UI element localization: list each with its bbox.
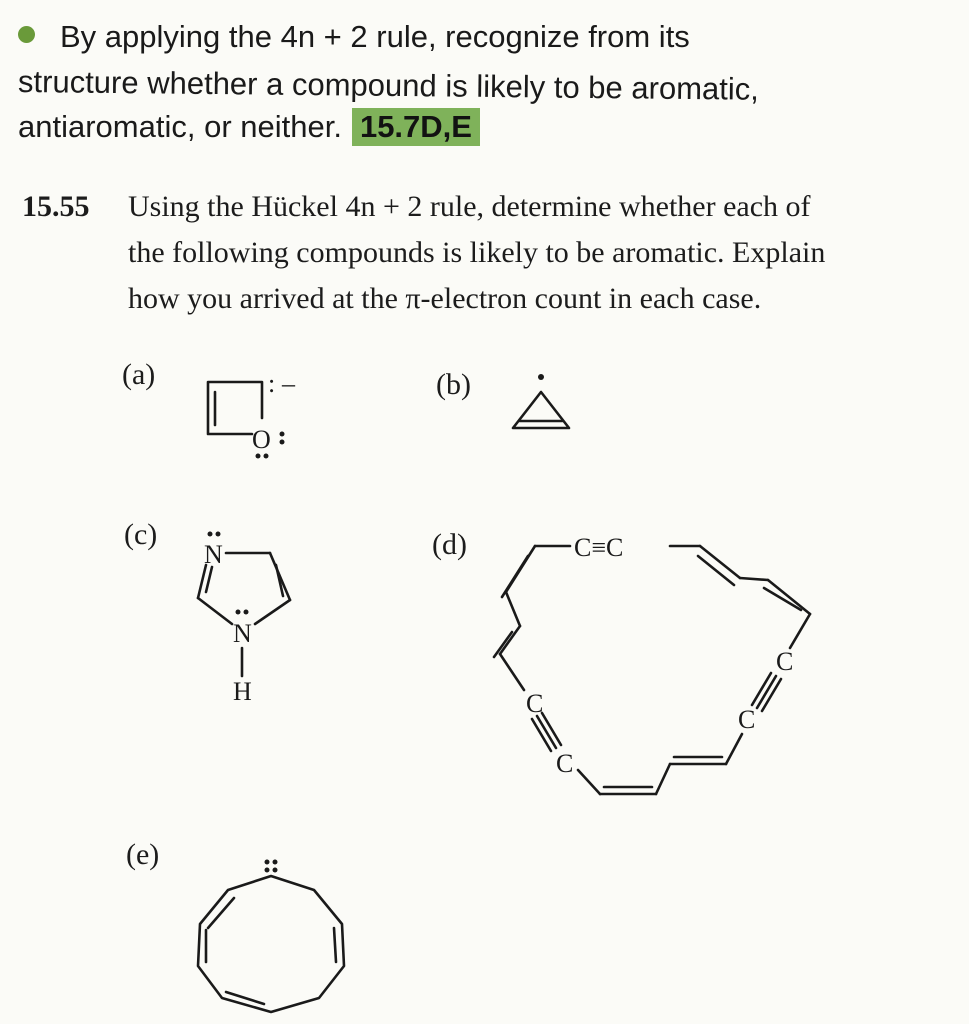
problem-number: 15.55 xyxy=(22,190,90,223)
label-c: (c) xyxy=(124,518,158,551)
triple-bond-top: C≡C xyxy=(574,533,624,562)
atom-c-right-2: C xyxy=(776,647,794,676)
structure-a xyxy=(208,369,296,459)
structure-e xyxy=(198,860,344,1013)
objective-line-1: By applying the 4n + 2 rule, recognize from its xyxy=(60,19,690,54)
lone-pair-a: : xyxy=(268,369,276,398)
atom-c-left-2: C xyxy=(556,749,574,778)
section-reference-badge: 15.7D,E xyxy=(352,108,480,146)
structure-d xyxy=(494,533,810,794)
problem-line-3: how you arrived at the π-electron count in each case. xyxy=(128,282,762,315)
label-b: (b) xyxy=(436,368,471,401)
problem-line-1: Using the Hückel 4n + 2 rule, determine whether each of xyxy=(128,190,811,223)
atom-n2: N xyxy=(233,619,252,648)
atom-h: H xyxy=(233,677,252,706)
structure-b xyxy=(513,374,569,428)
charge-a: – xyxy=(282,369,295,398)
atom-c-left-1: C xyxy=(526,689,544,718)
label-e: (e) xyxy=(126,838,160,871)
structure-c xyxy=(198,532,290,707)
atom-c-right-1: C xyxy=(738,705,756,734)
label-d: (d) xyxy=(432,528,467,561)
objective-line-2: structure whether a compound is likely to be aromatic, xyxy=(17,64,760,107)
label-a: (a) xyxy=(122,358,156,391)
atom-o: O xyxy=(252,425,271,454)
objective-line-3-text: antiaromatic, or neither. xyxy=(18,109,342,144)
problem-line-2: the following compounds is likely to be aromatic. Explain xyxy=(128,236,826,269)
atom-n1: N xyxy=(204,540,223,569)
